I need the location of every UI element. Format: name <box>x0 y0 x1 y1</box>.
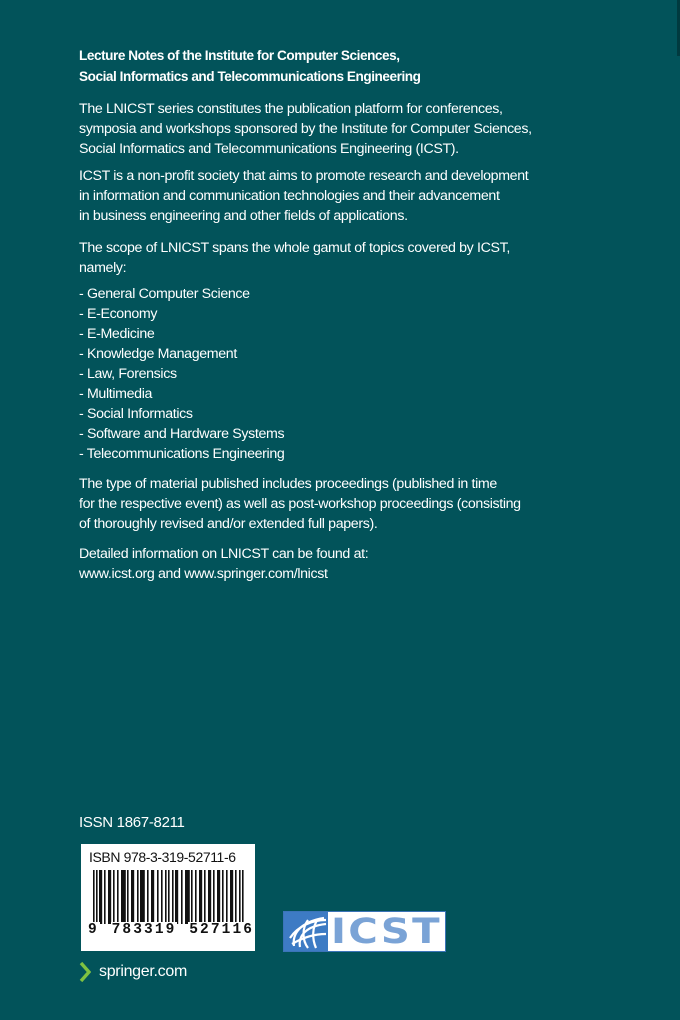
icst-logo-text: ICST <box>331 911 442 952</box>
links-line: www.icst.org and www.springer.com/lnicst <box>79 566 328 582</box>
scope-paragraph <box>79 238 559 278</box>
text-line: in business engineering and other fields of applications. <box>79 208 408 224</box>
topic-item: - Telecommunications Engineering <box>79 446 285 462</box>
text-line: The scope of LNICST spans the whole gamut of topics covered by ICST, <box>79 240 510 256</box>
ean-digits <box>87 922 255 938</box>
topic-item: - E-Economy <box>79 306 158 322</box>
back-cover-text <box>79 45 559 590</box>
icst-logo <box>283 911 446 952</box>
ean-first-digit: 9 <box>88 922 99 938</box>
topic-item: - Multimedia <box>79 386 153 402</box>
series-title-line: Social Informatics and Telecommunications Engineering <box>79 69 421 84</box>
material-paragraph <box>79 474 559 534</box>
isbn-label: ISBN 978-3-319-52711-6 <box>89 849 236 865</box>
topic-list <box>79 284 559 464</box>
info-paragraph <box>79 544 559 584</box>
series-title-line: Lecture Notes of the Institute for Computer Sciences, <box>79 48 400 63</box>
topic-item: - General Computer Science <box>79 286 250 302</box>
text-line: namely: <box>79 260 127 276</box>
topic-item: - Knowledge Management <box>79 346 237 362</box>
text-line: Social Informatics and Telecommunications Engineering (ICST). <box>79 141 459 157</box>
springer-link[interactable] <box>79 962 187 982</box>
text-line: of thoroughly revised and/or extended full papers). <box>79 516 378 532</box>
text-line: The type of material published includes proceedings (published in time <box>79 476 497 492</box>
text-line: symposia and workshops sponsored by the Institute for Computer Sciences, <box>79 121 532 137</box>
text-line: ICST is a non-profit society that aims to promote research and development <box>79 168 529 184</box>
topic-item: - Social Informatics <box>79 406 193 422</box>
ean-right-digits: 527116 <box>189 922 255 938</box>
topic-item: - Law, Forensics <box>79 366 177 382</box>
text-line: for the respective event) as well as post-workshop proceedings (consisting <box>79 496 521 512</box>
chevron-right-icon <box>79 962 91 982</box>
issn-number: ISSN 1867-8211 <box>79 814 185 831</box>
text-line: Detailed information on LNICST can be found at: <box>79 546 369 562</box>
text-line: The LNICST series constitutes the publication platform for conferences, <box>79 101 503 117</box>
intro-paragraph <box>79 99 559 159</box>
text-line: in information and communication technologies and their advancement <box>79 188 500 204</box>
ean-left-digits: 783319 <box>111 922 177 938</box>
series-title <box>79 45 559 87</box>
icst-paragraph <box>79 166 559 226</box>
topic-item: - Software and Hardware Systems <box>79 426 285 442</box>
isbn-barcode <box>81 844 255 951</box>
springer-site-label: springer.com <box>99 963 187 980</box>
topic-item: - E-Medicine <box>79 326 155 342</box>
